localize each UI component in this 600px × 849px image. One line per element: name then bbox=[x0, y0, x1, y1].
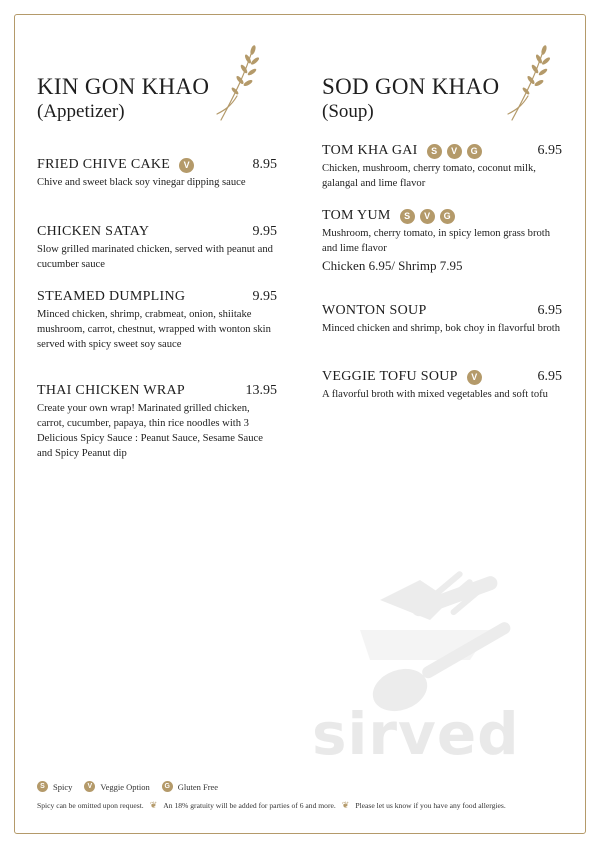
spicy-note: Spicy can be omitted upon request. bbox=[37, 801, 144, 810]
item-description: Chicken, mushroom, cherry tomato, coconut milk, galangal and lime flavor bbox=[322, 163, 536, 189]
item-name: WONTON SOUP bbox=[322, 303, 427, 318]
item-price: 6.95 bbox=[537, 303, 562, 318]
menu-item bbox=[37, 223, 277, 272]
legend-item bbox=[84, 781, 149, 792]
item-price: 6.95 bbox=[537, 369, 562, 384]
item-description: Slow grilled marinated chicken, served with peanut and cucumber sauce bbox=[37, 244, 273, 270]
gluten-free-badge: G bbox=[467, 144, 482, 159]
gluten-free-badge: G bbox=[440, 209, 455, 224]
item-badges bbox=[179, 158, 194, 173]
section-subtitle: (Soup) bbox=[322, 101, 374, 122]
menu-item bbox=[37, 156, 277, 190]
menu-item bbox=[37, 288, 277, 352]
item-name: THAI CHICKEN WRAP bbox=[37, 383, 185, 398]
menu-item bbox=[322, 207, 562, 274]
wheat-icon: ❦ bbox=[149, 800, 158, 810]
item-name: TOM KHA GAI bbox=[322, 143, 418, 158]
spicy-badge: S bbox=[427, 144, 442, 159]
spicy-badge: S bbox=[400, 209, 415, 224]
menu-item bbox=[322, 302, 562, 336]
menu-item bbox=[37, 382, 277, 461]
gratuity-note: An 18% gratuity will be added for parties of 6 and more. bbox=[163, 801, 336, 810]
item-name: TOM YUM bbox=[322, 208, 391, 223]
item-price: 8.95 bbox=[252, 157, 277, 172]
badge-legend bbox=[37, 781, 230, 792]
menu-item bbox=[322, 142, 562, 191]
item-badges bbox=[467, 370, 482, 385]
footer-notes bbox=[37, 800, 567, 811]
item-description: Create your own wrap! Marinated grilled chicken, carrot, cucumber, papaya, thin rice noodles with 3 Delicious Spicy Sauce : Peanut Sauce, Sesame Sauce and Spicy Peanut dip bbox=[37, 403, 263, 459]
soup-section bbox=[322, 74, 562, 400]
item-price: 9.95 bbox=[252, 224, 277, 239]
legend-label: Veggie Option bbox=[100, 781, 150, 792]
item-name: STEAMED DUMPLING bbox=[37, 289, 186, 304]
veggie-badge: V bbox=[420, 209, 435, 224]
item-description: Minced chicken and shrimp, bok choy in flavorful broth bbox=[322, 323, 561, 334]
spicy-badge: S bbox=[37, 781, 48, 792]
item-description: Minced chicken, shrimp, crabmeat, onion, shiitake mushroom, carrot, chestnut, wrapped with wonton skin served with spicy sweet soy sauce bbox=[37, 309, 271, 350]
legend-item bbox=[37, 781, 72, 792]
watermark-text: sirved bbox=[312, 700, 520, 768]
veggie-badge: V bbox=[84, 781, 95, 792]
item-badges bbox=[400, 209, 455, 224]
wheat-icon: ❦ bbox=[341, 800, 350, 810]
item-name: CHICKEN SATAY bbox=[37, 224, 150, 239]
veggie-badge: V bbox=[447, 144, 462, 159]
wheat-icon bbox=[215, 44, 263, 122]
item-badges bbox=[427, 144, 482, 159]
legend-label: Gluten Free bbox=[177, 781, 219, 792]
section-title: SOD GON KHAO bbox=[322, 74, 500, 99]
veggie-badge: V bbox=[179, 158, 194, 173]
item-price: 9.95 bbox=[252, 289, 277, 304]
item-price: 6.95 bbox=[537, 143, 562, 158]
section-subtitle: (Appetizer) bbox=[37, 101, 125, 122]
veggie-badge: V bbox=[467, 370, 482, 385]
item-description: Mushroom, cherry tomato, in spicy lemon grass broth and lime flavor bbox=[322, 228, 551, 254]
legend-label: Spicy bbox=[53, 781, 73, 792]
item-description: A flavorful broth with mixed vegetables and soft tofu bbox=[322, 389, 548, 400]
item-name: FRIED CHIVE CAKE bbox=[37, 157, 171, 172]
allergy-note: Please let us know if you have any food allergies. bbox=[355, 801, 506, 810]
menu-item bbox=[322, 368, 562, 402]
gluten-free-badge: G bbox=[162, 781, 173, 792]
legend-item bbox=[162, 781, 218, 792]
wheat-icon bbox=[506, 44, 554, 122]
appetizer-section bbox=[37, 74, 277, 459]
section-title: KIN GON KHAO bbox=[37, 74, 210, 99]
item-description: Chive and sweet black soy vinegar dipping sauce bbox=[37, 177, 246, 188]
item-price-options: Chicken 6.95/ Shrimp 7.95 bbox=[322, 258, 463, 273]
item-price: 13.95 bbox=[245, 383, 277, 398]
item-name: VEGGIE TOFU SOUP bbox=[322, 369, 458, 384]
